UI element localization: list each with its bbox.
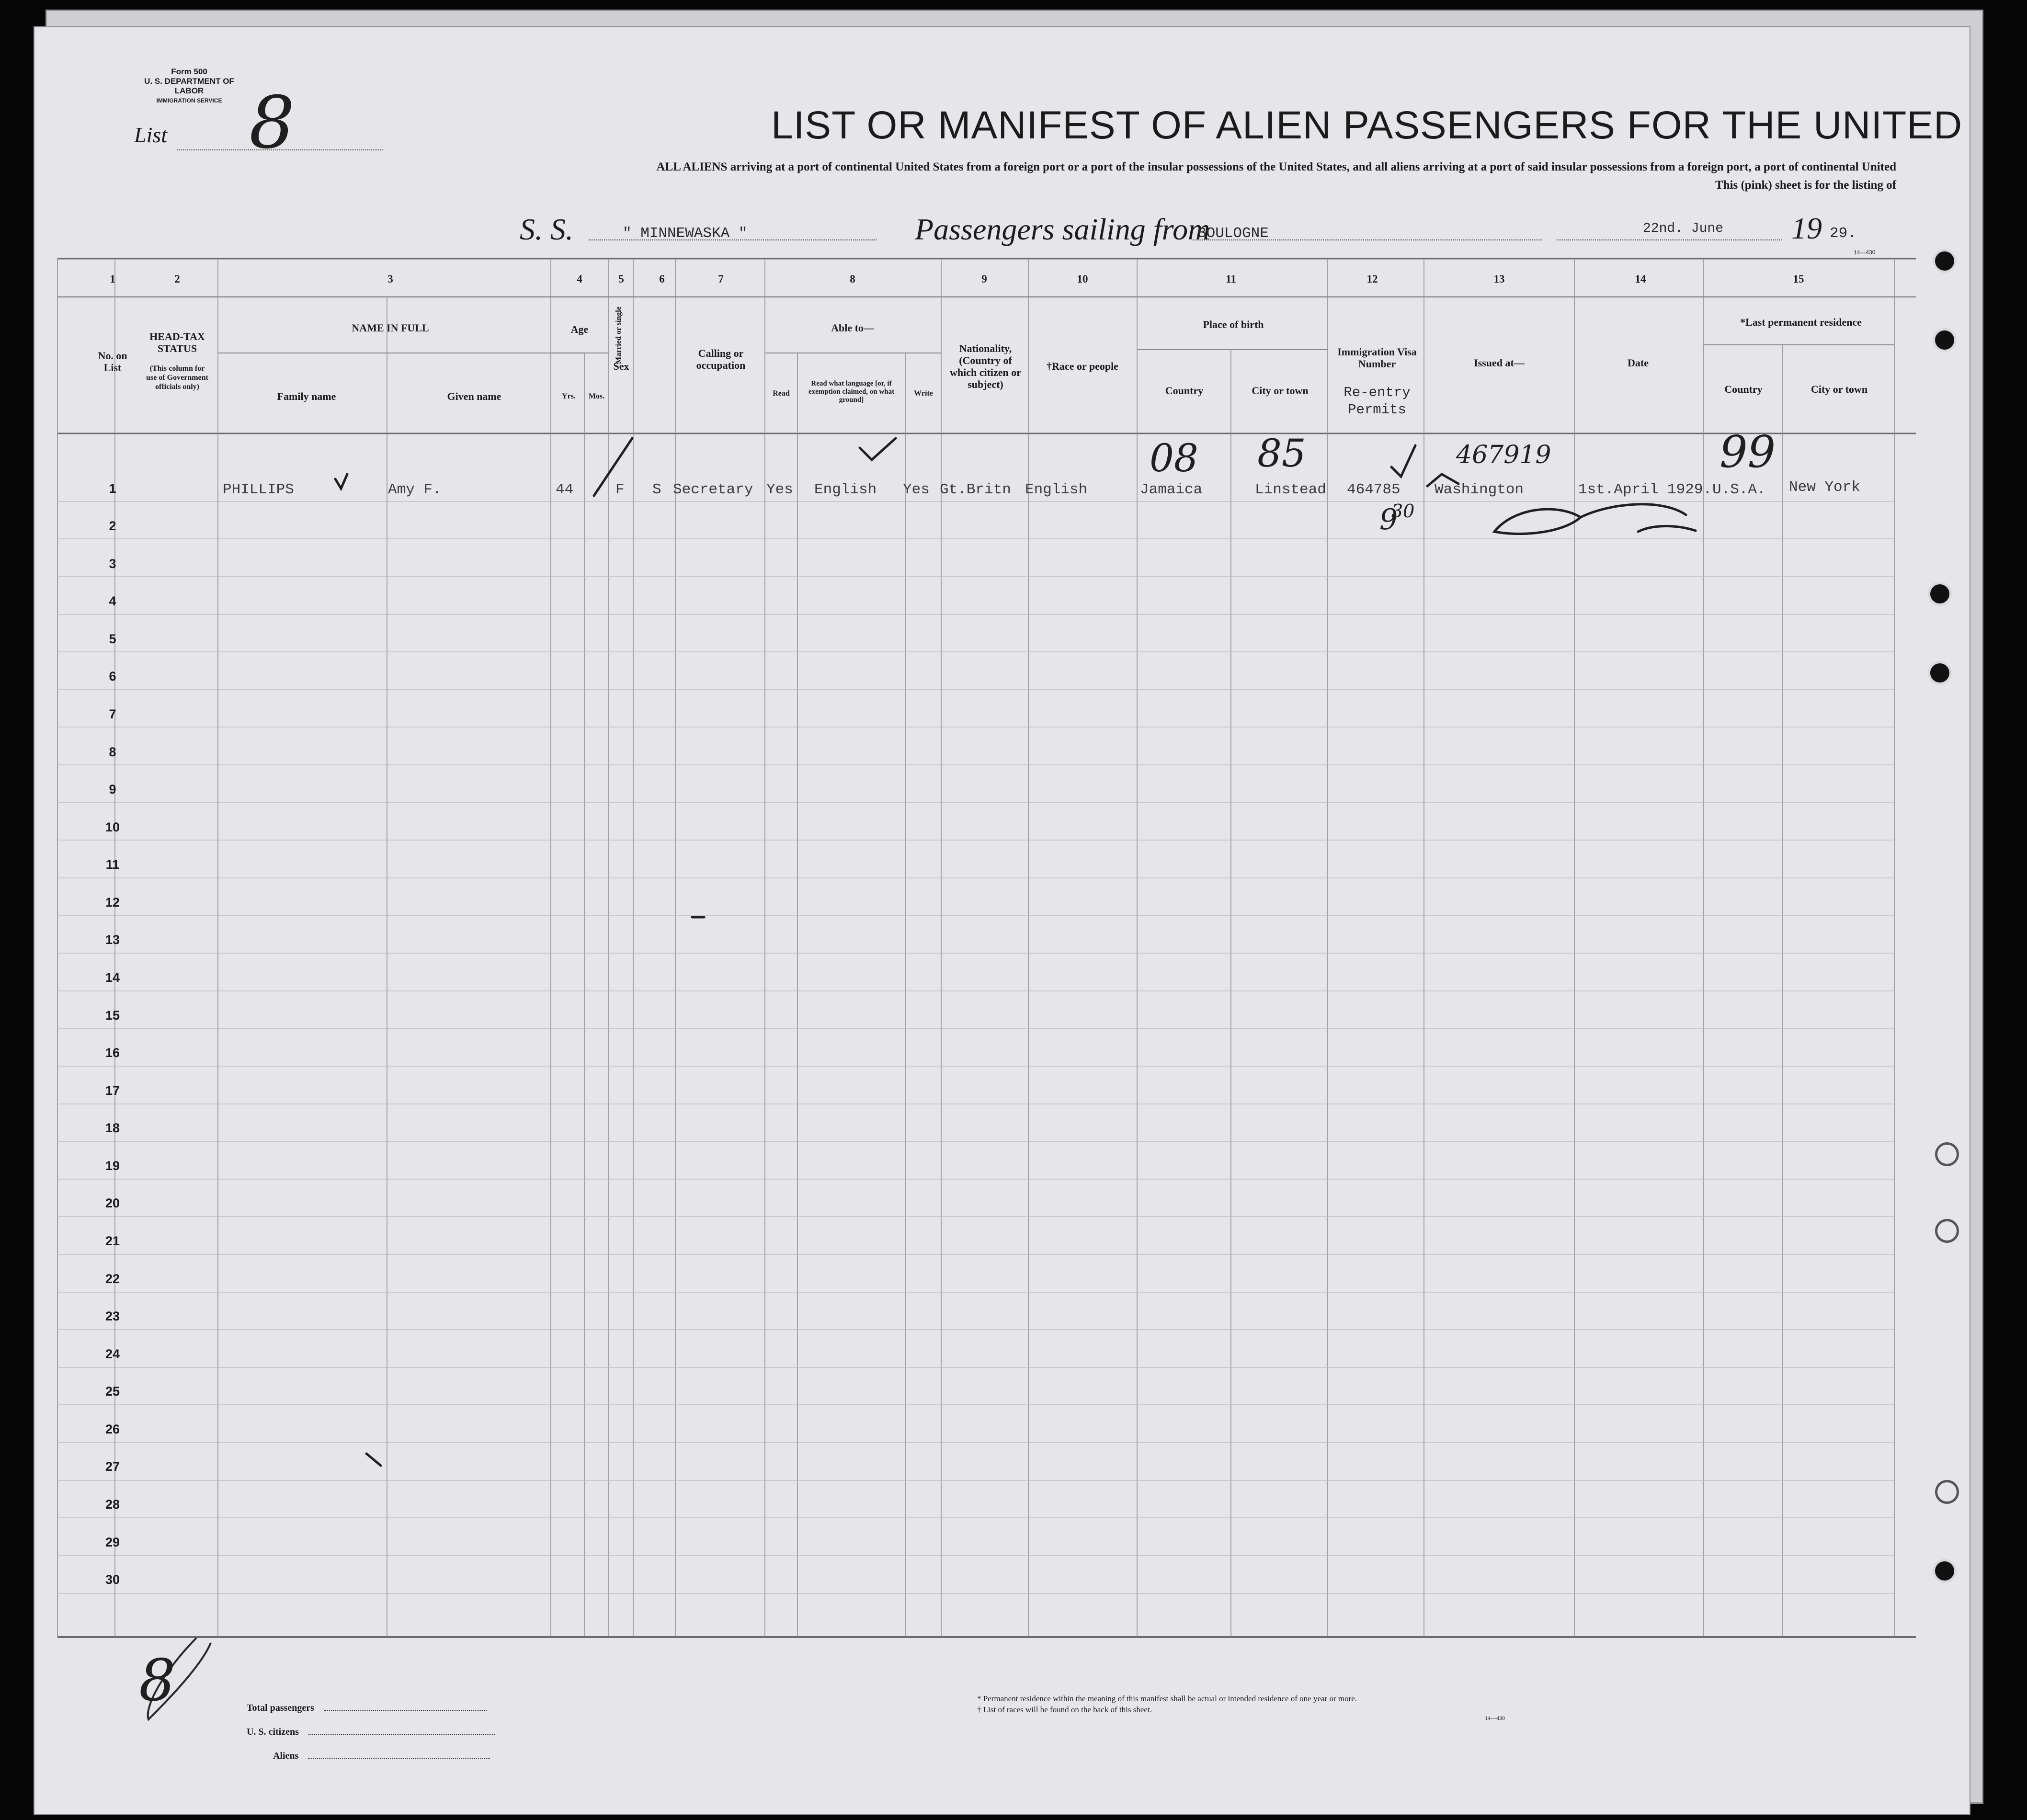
header-place-of-birth: Place of birth — [1203, 318, 1264, 330]
entry-age-yrs: 44 — [556, 481, 574, 498]
header-no-on-list: No. on List — [98, 350, 127, 374]
footer-total-passengers-label: Total passengers — [247, 1703, 314, 1713]
manifest-subtitle-line2: This (pink) sheet is for the listing of — [1715, 179, 1896, 192]
column-number: 12 — [1367, 273, 1378, 285]
row-number: 22 — [105, 1272, 120, 1286]
print-code-top: 14—430 — [1854, 249, 1876, 256]
manifest-title: LIST OR MANIFEST OF ALIEN PASSENGERS FOR THE UNITED — [771, 103, 1963, 147]
list-label: List — [134, 123, 168, 147]
row-number: 7 — [109, 707, 116, 721]
column-number: 5 — [618, 273, 624, 285]
header-name-in-full: NAME IN FULL — [352, 322, 429, 334]
footer-us-citizens-label: U. S. citizens — [247, 1727, 299, 1737]
row-number: 2 — [109, 519, 116, 533]
form-number: Form 500 — [171, 67, 207, 76]
column-number: 4 — [577, 273, 582, 285]
header-nationality: Nationality, (Country of which citizen or subject) — [949, 342, 1022, 390]
header-age: Age — [570, 323, 589, 335]
row-number: 3 — [109, 557, 116, 571]
header-res-city: City or town — [1811, 383, 1868, 395]
header-visa: Immigration Visa Number — [1337, 346, 1417, 370]
footer-total-passengers — [247, 1703, 487, 1714]
port-name: BOULOGNE — [1197, 225, 1269, 242]
footer-note-residence: * Permanent residence within the meaning of this manifest shall be actual or intended residence of one year or more. — [977, 1694, 1357, 1703]
row-number: 17 — [105, 1083, 120, 1098]
ship-name: " MINNEWASKA " — [623, 225, 748, 242]
entry-language: English — [814, 481, 877, 498]
handwritten-country-code: 08 — [1150, 436, 1198, 480]
entry-visa-number: 464785 — [1347, 481, 1401, 498]
ss-label: S. S. — [520, 212, 573, 246]
header-able-to: Able to— — [831, 322, 874, 334]
column-number: 2 — [174, 273, 180, 285]
header-last-residence: *Last permanent residence — [1740, 316, 1862, 328]
entry-issue-date: 1st.April 1929. — [1578, 481, 1712, 498]
column-number: 10 — [1077, 273, 1088, 285]
row-number: 26 — [105, 1422, 120, 1436]
row-number: 1 — [109, 481, 116, 496]
header-given-name: Given name — [447, 390, 501, 402]
column-number: 15 — [1793, 273, 1804, 285]
row-number: 23 — [105, 1309, 120, 1323]
entry-marital: S — [652, 481, 661, 498]
header-read: Read — [773, 389, 790, 398]
entry-family-name: PHILLIPS — [223, 481, 294, 498]
entry-occupation: Secretary — [673, 481, 753, 498]
entry-write: Yes — [903, 481, 930, 498]
row-number: 28 — [105, 1497, 120, 1512]
footer-print-code: 14—430 — [1485, 1715, 1505, 1721]
row-number: 4 — [109, 594, 116, 608]
column-number: 9 — [981, 273, 987, 285]
footer-us-citizens — [247, 1727, 495, 1738]
column-number: 6 — [659, 273, 665, 285]
entry-birth-country: Jamaica — [1140, 481, 1203, 498]
header-date: Date — [1628, 357, 1649, 369]
row-number: 19 — [105, 1159, 120, 1173]
row-number: 27 — [105, 1459, 120, 1474]
sailing-date: 22nd. June — [1643, 221, 1724, 236]
row-number: 11 — [105, 857, 120, 872]
row-number: 10 — [105, 820, 120, 834]
entry-nationality: Gt.Britn — [940, 481, 1011, 498]
entry-given-name: Amy F. — [388, 481, 442, 498]
manifest-subtitle-line1: ALL ALIENS arriving at a port of continental United States from a foreign port or a port of the insular possessions of the United States, and all aliens arriving at a port of said insular possessions from a foreign port, a port of continental United — [656, 160, 1896, 173]
row-number: 5 — [109, 632, 116, 646]
row-number: 24 — [105, 1347, 120, 1361]
header-birth-city: City or town — [1252, 385, 1309, 397]
entry-race: English — [1025, 481, 1088, 498]
column-number: 8 — [850, 273, 855, 285]
column-number: 11 — [1226, 273, 1236, 285]
header-married: Married or single — [615, 307, 623, 364]
department-name: U. S. DEPARTMENT OF LABOR — [144, 77, 234, 95]
list-number: 8 — [249, 81, 295, 165]
row-number: 29 — [105, 1535, 120, 1549]
header-calling: Calling or occupation — [696, 347, 746, 371]
header-family-name: Family name — [277, 390, 336, 402]
header-reentry: Re-entry Permits — [1344, 385, 1411, 418]
row-number: 14 — [105, 970, 120, 985]
column-number: 14 — [1635, 273, 1646, 285]
handwritten-residence-code: 99 — [1720, 426, 1776, 478]
header-birth-country: Country — [1165, 385, 1204, 397]
footer-aliens — [273, 1751, 490, 1762]
header-write: Write — [914, 389, 933, 398]
row-number: 18 — [105, 1121, 120, 1135]
row-number: 30 — [105, 1572, 120, 1587]
column-number: 7 — [718, 273, 724, 285]
entry-birth-city: Linstead — [1255, 481, 1326, 498]
service-name: IMMIGRATION SERVICE — [156, 97, 222, 104]
column-number: 1 — [110, 273, 115, 285]
handwritten-city-code: 85 — [1257, 431, 1306, 476]
header-head-tax: HEAD-TAX STATUS — [149, 330, 205, 354]
row-number: 6 — [109, 669, 116, 683]
entry-sex: F — [615, 481, 625, 498]
header-race: †Race or people — [1047, 360, 1118, 372]
entry-res-country: U.S.A. — [1712, 481, 1766, 498]
header-sex: Sex — [613, 360, 629, 372]
column-number: 3 — [387, 273, 393, 285]
header-head-tax-note: (This column for use of Government officials only) — [146, 364, 208, 391]
row-number: 16 — [105, 1046, 120, 1060]
header-read-language: Read what language [or, if exemption claimed, on what ground] — [808, 380, 895, 404]
row-number: 20 — [105, 1196, 120, 1210]
handwritten-visa-code: 467919 — [1456, 441, 1551, 469]
entry-res-city: New York — [1789, 479, 1860, 496]
header-age-yrs: Yrs. — [562, 392, 576, 400]
entry-read: Yes — [766, 481, 793, 498]
row-number: 15 — [105, 1008, 120, 1023]
header-res-country: Country — [1724, 383, 1763, 395]
row-number: 12 — [105, 895, 120, 910]
sailing-label: Passengers sailing from — [915, 212, 1210, 246]
handwritten-footer-mark: 8 — [139, 1648, 176, 1714]
footer-aliens-label: Aliens — [273, 1751, 299, 1761]
row-number: 13 — [105, 933, 120, 947]
entry-issued-at: Washington — [1435, 481, 1524, 498]
handwritten-note-b: 30 — [1391, 500, 1415, 522]
row-number: 9 — [109, 782, 116, 796]
handwritten-note-a: 9 — [1379, 503, 1398, 536]
row-number: 21 — [105, 1234, 120, 1248]
row-number: 25 — [105, 1384, 120, 1399]
header-age-mos: Mos. — [588, 392, 605, 400]
column-number: 13 — [1493, 273, 1505, 285]
row-number: 8 — [109, 745, 116, 759]
year-prefix: 19 — [1791, 211, 1822, 245]
footer-note-races: † List of races will be found on the back of this sheet. — [977, 1705, 1152, 1714]
year-suffix: 29. — [1830, 225, 1856, 242]
header-issued-at: Issued at— — [1474, 357, 1525, 369]
